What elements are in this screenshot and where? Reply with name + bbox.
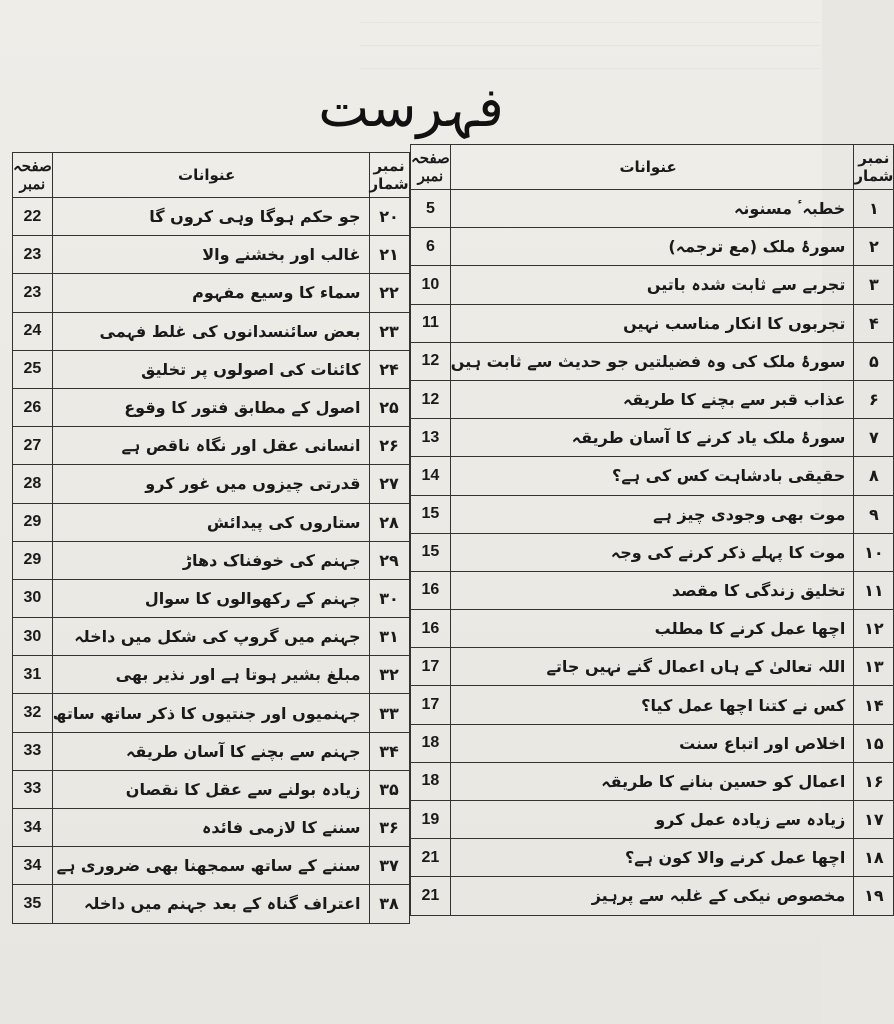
header-row [13, 153, 410, 198]
row-title: سماء کا وسیع مفہوم [52, 274, 369, 312]
row-number: ۵ [854, 342, 894, 380]
page-title: فہرست [318, 76, 504, 139]
row-page-number: 26 [13, 388, 53, 426]
row-title: جہنمیوں اور جنتیوں کا ذکر ساتھ ساتھ [52, 694, 369, 732]
toc-row [13, 198, 410, 236]
header-topics: عنوانات [450, 145, 854, 190]
row-title: کس نے کتنا اچھا عمل کیا؟ [450, 686, 854, 724]
row-number: ۱۱ [854, 571, 894, 609]
row-number: ۳۵ [369, 770, 409, 808]
row-page-number: 14 [411, 457, 451, 495]
row-title: تخلیق زندگی کا مقصد [450, 571, 854, 609]
row-title: اخلاص اور اتباع سنت [450, 724, 854, 762]
row-number: ۲۱ [369, 236, 409, 274]
row-number: ۴ [854, 304, 894, 342]
row-page-number: 21 [411, 839, 451, 877]
row-title: اچھا عمل کرنے کا مطلب [450, 610, 854, 648]
row-number: ۳۴ [369, 732, 409, 770]
row-page-number: 16 [411, 610, 451, 648]
toc-row [13, 274, 410, 312]
row-number: ۲۹ [369, 541, 409, 579]
toc-row [411, 571, 894, 609]
row-title: جہنم کے رکھوالوں کا سوال [52, 579, 369, 617]
row-number: ۳۳ [369, 694, 409, 732]
row-number: ۳۱ [369, 618, 409, 656]
row-title: اعمال کو حسین بنانے کا طریقہ [450, 762, 854, 800]
toc-row [13, 694, 410, 732]
row-number: ۱۹ [854, 877, 894, 915]
row-title: قدرتی چیزوں میں غور کرو [52, 465, 369, 503]
toc-row [411, 419, 894, 457]
toc-row [13, 770, 410, 808]
row-title: انسانی عقل اور نگاہ ناقص ہے [52, 427, 369, 465]
row-title: سننے کے ساتھ سمجھنا بھی ضروری ہے [52, 847, 369, 885]
row-number: ۱۴ [854, 686, 894, 724]
row-title: سورۂ ملک (مع ترجمہ) [450, 228, 854, 266]
row-page-number: 25 [13, 350, 53, 388]
row-page-number: 16 [411, 571, 451, 609]
toc-row [13, 312, 410, 350]
row-title: موت کا پہلے ذکر کرنے کی وجہ [450, 533, 854, 571]
row-page-number: 19 [411, 801, 451, 839]
row-number: ۱۸ [854, 839, 894, 877]
bleed-through-lines [360, 0, 820, 70]
row-number: ۲۲ [369, 274, 409, 312]
row-title: حقیقی بادشاہت کس کی ہے؟ [450, 457, 854, 495]
toc-row [411, 457, 894, 495]
row-number: ۲۳ [369, 312, 409, 350]
row-title: مخصوص نیکی کے غلبہ سے پرہیز [450, 877, 854, 915]
row-number: ۳۸ [369, 885, 409, 923]
header-number: نمبر شمار [854, 145, 894, 190]
row-page-number: 29 [13, 503, 53, 541]
toc-table-left [12, 152, 410, 924]
toc-row [13, 579, 410, 617]
toc-row [13, 541, 410, 579]
header-row [411, 145, 894, 190]
toc-row [411, 190, 894, 228]
row-page-number: 17 [411, 686, 451, 724]
row-title: بعض سائنسدانوں کی غلط فہمی [52, 312, 369, 350]
toc-row [411, 648, 894, 686]
row-page-number: 13 [411, 419, 451, 457]
row-page-number: 32 [13, 694, 53, 732]
row-number: ۱۲ [854, 610, 894, 648]
toc-row [13, 350, 410, 388]
row-page-number: 35 [13, 885, 53, 923]
row-page-number: 29 [13, 541, 53, 579]
toc-row [13, 236, 410, 274]
row-page-number: 17 [411, 648, 451, 686]
row-title: کائنات کی اصولوں پر تخلیق [52, 350, 369, 388]
header-topics: عنوانات [52, 153, 369, 198]
row-page-number: 23 [13, 236, 53, 274]
row-page-number: 33 [13, 770, 53, 808]
row-page-number: 23 [13, 274, 53, 312]
toc-row [411, 342, 894, 380]
row-title: غالب اور بخشنے والا [52, 236, 369, 274]
row-title: سورۂ ملک کی وہ فضیلتیں جو حدیث سے ثابت ہیں [450, 342, 854, 380]
toc-row [411, 839, 894, 877]
row-page-number: 12 [411, 342, 451, 380]
row-title: تجربوں کا انکار مناسب نہیں [450, 304, 854, 342]
row-page-number: 22 [13, 198, 53, 236]
row-title: اللہ تعالیٰ کے ہاں اعمال گنے نہیں جاتے [450, 648, 854, 686]
row-page-number: 28 [13, 465, 53, 503]
row-number: ۲۶ [369, 427, 409, 465]
row-page-number: 21 [411, 877, 451, 915]
toc-row [13, 885, 410, 923]
row-title: زیادہ سے زیادہ عمل کرو [450, 801, 854, 839]
row-title: سورۂ ملک یاد کرنے کا آسان طریقہ [450, 419, 854, 457]
row-page-number: 27 [13, 427, 53, 465]
toc-row [411, 380, 894, 418]
toc-row [411, 533, 894, 571]
row-number: ۳۷ [369, 847, 409, 885]
row-number: ۱۳ [854, 648, 894, 686]
toc-row [411, 304, 894, 342]
row-title: مبلغ بشیر ہوتا ہے اور نذیر بھی [52, 656, 369, 694]
row-page-number: 5 [411, 190, 451, 228]
row-page-number: 34 [13, 809, 53, 847]
header-number: نمبر شمار [369, 153, 409, 198]
row-title: زیادہ بولنے سے عقل کا نقصان [52, 770, 369, 808]
row-number: ۲۴ [369, 350, 409, 388]
row-page-number: 15 [411, 533, 451, 571]
row-title: جہنم میں گروپ کی شکل میں داخلہ [52, 618, 369, 656]
row-title: اچھا عمل کرنے والا کون ہے؟ [450, 839, 854, 877]
toc-row [411, 266, 894, 304]
row-number: ۲۸ [369, 503, 409, 541]
toc-row [411, 877, 894, 915]
row-number: ۲۷ [369, 465, 409, 503]
toc-row [13, 618, 410, 656]
row-title: عذاب قبر سے بچنے کا طریقہ [450, 380, 854, 418]
row-page-number: 24 [13, 312, 53, 350]
toc-row [13, 427, 410, 465]
row-page-number: 18 [411, 762, 451, 800]
toc-row [13, 465, 410, 503]
toc-row [13, 732, 410, 770]
row-title: خطبہٴ مسنونہ [450, 190, 854, 228]
row-number: ۲ [854, 228, 894, 266]
row-page-number: 6 [411, 228, 451, 266]
row-page-number: 31 [13, 656, 53, 694]
row-title: جہنم کی خوفناک دھاڑ [52, 541, 369, 579]
toc-row [13, 503, 410, 541]
row-number: ۶ [854, 380, 894, 418]
row-title: تجربے سے ثابت شدہ باتیں [450, 266, 854, 304]
row-page-number: 30 [13, 618, 53, 656]
row-number: ۱۶ [854, 762, 894, 800]
row-number: ۳ [854, 266, 894, 304]
row-page-number: 12 [411, 380, 451, 418]
row-page-number: 10 [411, 266, 451, 304]
row-number: ۱۵ [854, 724, 894, 762]
toc-row [411, 801, 894, 839]
row-title: جو حکم ہوگا وہی کروں گا [52, 198, 369, 236]
row-title: اعتراف گناہ کے بعد جہنم میں داخلہ [52, 885, 369, 923]
row-page-number: 11 [411, 304, 451, 342]
row-page-number: 18 [411, 724, 451, 762]
row-page-number: 34 [13, 847, 53, 885]
row-number: ۷ [854, 419, 894, 457]
row-title: اصول کے مطابق فتور کا وقوع [52, 388, 369, 426]
toc-row [411, 228, 894, 266]
row-number: ۹ [854, 495, 894, 533]
row-page-number: 30 [13, 579, 53, 617]
header-page: صفحہ نمبر [13, 153, 53, 198]
row-title: جہنم سے بچنے کا آسان طریقہ [52, 732, 369, 770]
row-number: ۱۰ [854, 533, 894, 571]
row-title: موت بھی وجودی چیز ہے [450, 495, 854, 533]
toc-row [13, 809, 410, 847]
row-page-number: 33 [13, 732, 53, 770]
toc-row [13, 656, 410, 694]
row-number: ۲۰ [369, 198, 409, 236]
row-number: ۱۷ [854, 801, 894, 839]
row-number: ۲۵ [369, 388, 409, 426]
row-number: ۳۰ [369, 579, 409, 617]
row-title: ستاروں کی پیدائش [52, 503, 369, 541]
toc-row [411, 495, 894, 533]
row-number: ۱ [854, 190, 894, 228]
row-number: ۸ [854, 457, 894, 495]
toc-row [411, 762, 894, 800]
row-title: سننے کا لازمی فائدہ [52, 809, 369, 847]
toc-row [411, 610, 894, 648]
toc-row [13, 847, 410, 885]
row-number: ۳۲ [369, 656, 409, 694]
toc-row [13, 388, 410, 426]
toc-table-right [410, 144, 894, 916]
header-page: صفحہ نمبر [411, 145, 451, 190]
row-page-number: 15 [411, 495, 451, 533]
toc-row [411, 724, 894, 762]
toc-row [411, 686, 894, 724]
row-number: ۳۶ [369, 809, 409, 847]
